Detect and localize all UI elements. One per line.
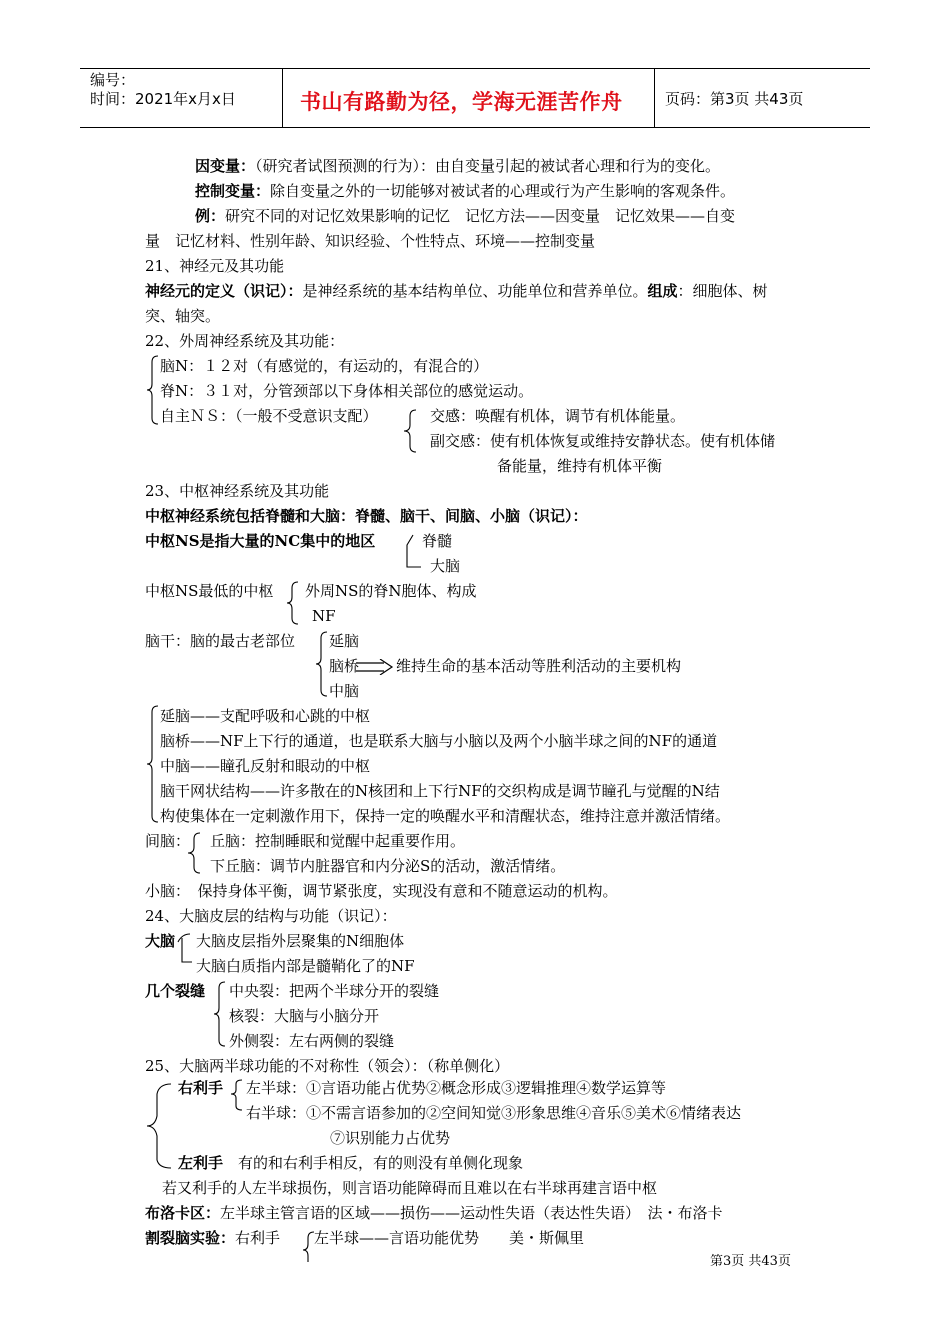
broca-line (145, 1201, 723, 1225)
dependent-variable-term: 因变量： (195, 157, 256, 175)
cerebrum-term: 大脑 (145, 932, 176, 950)
split-brain-term: 割裂脑实验： (145, 1229, 236, 1247)
left-handed-line (178, 1151, 523, 1175)
fissure-item: 核裂：大脑与小脑分开 (229, 1007, 380, 1025)
pns-item: 自主ＮＳ：（一般不受意识支配） (160, 407, 378, 425)
neuron-composition-text: ：细胞体、树 (677, 282, 768, 300)
pns-item: 脑N：１２对（有感觉的，有运动的，有混合的） (160, 357, 489, 375)
brainstem-detail: 脑干网状结构——许多散在的N核团和上下行NF的交织构成是调节瞳孔与觉醒的N结 (160, 782, 720, 800)
pns-brace (146, 354, 160, 426)
example-line-1 (195, 204, 735, 228)
brainstem-detail: 中脑——瞳孔反射和眼动的中枢 (160, 757, 371, 775)
cerebrum-brace (176, 932, 194, 968)
broca-term: 布洛卡区： (145, 1204, 221, 1222)
section-24-heading: 24、大脑皮层的结构与功能（识记）： (145, 907, 397, 925)
ans-item: 备能量，维持有机体平衡 (497, 457, 663, 475)
brainstem-part: 中脑 (329, 682, 360, 700)
example-text-1: 研究不同的对记忆效果影响的记忆 记忆方法——因变量 记忆效果——自变 (225, 207, 736, 225)
header-divider-right (654, 68, 655, 128)
header-top-border (80, 68, 870, 69)
example-line-2: 量 记忆材料、性别年龄、知识经验、个性特点、环境——控制变量 (145, 232, 596, 250)
header-divider-left (282, 68, 283, 128)
control-variable-line (195, 179, 735, 203)
fissure-item: 中央裂：把两个半球分开的裂缝 (229, 982, 440, 1000)
section-22-heading: 22、外周神经系统及其功能： (145, 332, 345, 350)
fissures-brace (213, 980, 227, 1048)
time-label: 时间：2021年x月x日 (90, 90, 236, 108)
double-arrow-icon (356, 659, 394, 675)
neuron-composition-term: 组成 (647, 282, 678, 300)
brainstem-part: 延脑 (329, 632, 360, 650)
section-25-heading: 25、大脑两半球功能的不对称性（领会）：（称单侧化） (145, 1057, 510, 1075)
cns-lowest: 中枢NS最低的中枢 (145, 582, 274, 600)
diencephalon-item: 下丘脑：调节内脏器官和内分泌S的活动，激活情绪。 (210, 857, 566, 875)
control-variable-term: 控制变量： (195, 182, 271, 200)
ans-brace (402, 408, 418, 454)
section-23-heading: 23、中枢神经系统及其功能 (145, 482, 330, 500)
cerebellum: 小脑： 保持身体平衡，调节紧张度，实现没有意和不随意运动的机构。 (145, 882, 618, 900)
cerebrum-item: 大脑皮层指外层聚集的N细胞体 (196, 932, 405, 950)
brainstem-details-brace (146, 704, 160, 824)
cns-area: 中枢NS是指大量的NC集中的地区 (145, 532, 376, 550)
cns-part: 脊髓 (422, 532, 453, 550)
brainstem-brace (315, 630, 329, 698)
pns-item: 脊N：３１对，分管颈部以下身体相关部位的感觉运动。 (160, 382, 534, 400)
fissure-item: 外侧裂：左右两侧的裂缝 (229, 1032, 395, 1050)
brainstem-detail: 延脑——支配呼吸和心跳的中枢 (160, 707, 371, 725)
section-21-heading: 21、神经元及其功能 (145, 257, 285, 275)
diencephalon: 间脑： (145, 832, 191, 850)
dependent-variable-def: （研究者试图预测的行为）：由自变量引起的被试者心理和行为的变化。 (255, 157, 721, 175)
split-brain-line (145, 1226, 280, 1250)
brainstem: 脑干：脑的最古老部位 (145, 632, 296, 650)
brainstem-function: 维持生命的基本活动等胜利活动的主要机构 (396, 657, 682, 675)
neuron-definition-text: 是神经系统的基本结构单位、功能单位和营养单位。 (302, 282, 648, 300)
cns-lowest-item: NF (312, 607, 336, 625)
footer-page-number: 第3页 共43页 (710, 1254, 791, 1269)
cns-part: 大脑 (430, 557, 461, 575)
cns-definition: 中枢神经系统包括脊髓和大脑：脊髓、脑干、间脑、小脑（识记）： (145, 507, 588, 525)
neuron-definition-line (145, 279, 768, 303)
page-label: 页码：第3页 共43页 (665, 90, 804, 108)
cns-parts-bracket (405, 531, 423, 571)
split-brain-desc: 左半球——言语功能优势 美・斯佩里 (314, 1229, 585, 1247)
right-hemisphere-line-2: ⑦识别能力占优势 (330, 1129, 451, 1147)
cerebrum-item: 大脑白质指内部是髓鞘化了的NF (196, 957, 415, 975)
fissures-term: 几个裂缝 (145, 982, 206, 1000)
left-handed-desc: 有的和右利手相反，有的则没有单侧化现象 (238, 1154, 524, 1172)
right-handed-term: 右利手 (178, 1079, 224, 1097)
control-variable-def: 除自变量之外的一切能够对被试者的心理或行为产生影响的客观条件。 (270, 182, 736, 200)
left-hemisphere-line: 左半球：①言语功能占优势②概念形成③逻辑推理④数学运算等 (246, 1079, 667, 1097)
header-motto: 书山有路勤为径，学海无涯苦作舟 (300, 90, 623, 114)
example-term: 例： (195, 207, 226, 225)
handedness-brace (145, 1080, 175, 1172)
split-brain-sub: 右利手 (235, 1229, 281, 1247)
neuron-definition-term: 神经元的定义（识记）： (145, 282, 303, 300)
brainstem-detail: 构使集体在一定刺激作用下，保持一定的唤醒水平和清醒状态，维持注意并激活情绪。 (160, 807, 731, 825)
right-hemisphere-line: 右半球：①不需言语参加的②空间知觉③形象思维④音乐⑤美术⑥情绪表达 (246, 1104, 742, 1122)
ans-item: 副交感：使有机体恢复或维持安静状态。使有机体储 (430, 432, 776, 450)
ans-item: 交感：唤醒有机体，调节有机体能量。 (430, 407, 686, 425)
header-bottom-border (80, 127, 870, 128)
left-handed-term: 左利手 (178, 1154, 224, 1172)
hemisphere-brace (230, 1078, 244, 1112)
diencephalon-item: 丘脑：控制睡眠和觉醒中起重要作用。 (210, 832, 466, 850)
diencephalon-brace (186, 831, 202, 875)
dependent-variable-line (195, 154, 720, 178)
broca-desc: 左半球主管言语的区域——损伤——运动性失语（表达性失语） 法・布洛卡 (220, 1204, 723, 1222)
cns-lowest-brace (286, 580, 300, 626)
recovery-note: 若又利手的人左半球损伤，则言语功能障碍而且难以在右半球再建言语中枢 (162, 1179, 658, 1197)
brainstem-part: 脑桥 (329, 657, 360, 675)
neuron-composition-line-2: 突、轴突。 (145, 307, 221, 325)
cns-lowest-item: 外周NS的脊N胞体、构成 (305, 582, 477, 600)
brainstem-detail: 脑桥——NF上下行的通道，也是联系大脑与小脑以及两个小脑半球之间的NF的通道 (160, 732, 718, 750)
serial-label: 编号： (90, 71, 136, 89)
